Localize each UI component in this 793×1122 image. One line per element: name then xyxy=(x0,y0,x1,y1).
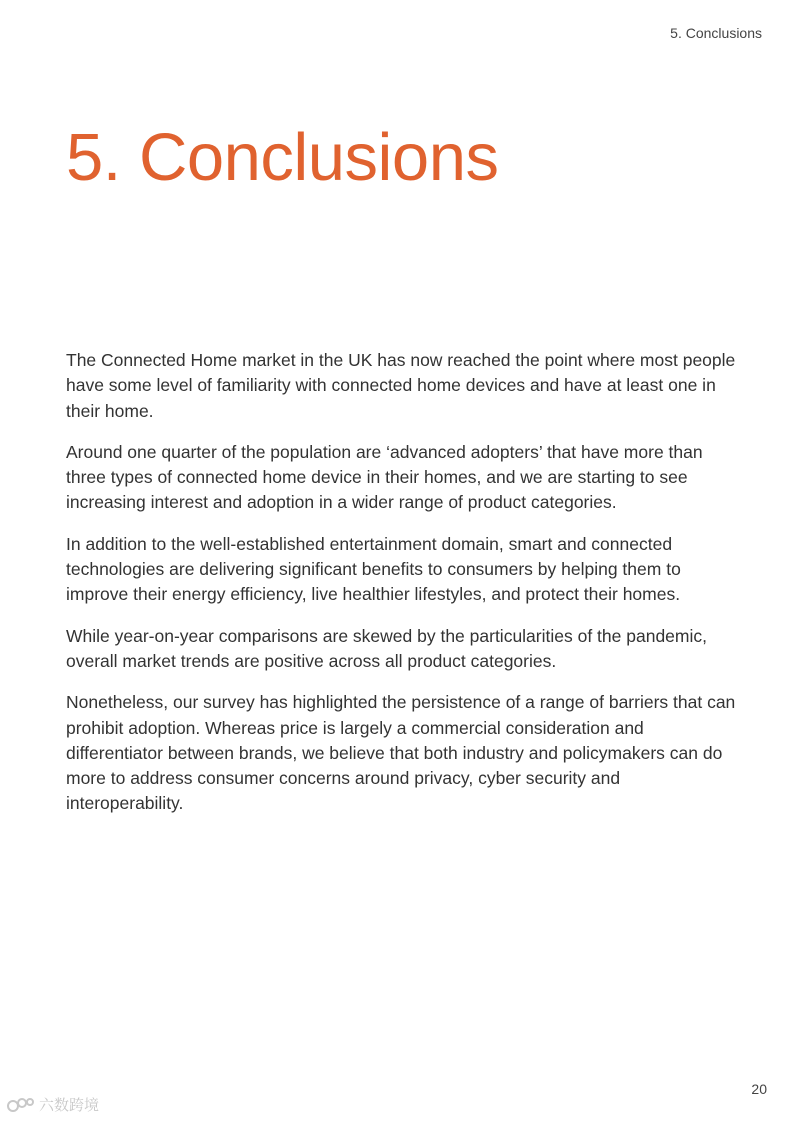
paragraph: In addition to the well-established entertainment domain, smart and connected technologies are delivering significant benefits to consumers by helping them to improve their energy efficiency, live healthier lifestyles, and protect their homes. xyxy=(66,533,681,605)
watermark xyxy=(6,1094,99,1115)
paragraph: Nonetheless, our survey has highlighted the persistence of a range of barriers that can prohibit adoption. Whereas price is largely a commercial consideration and differentiator between brands, we believe that both industry and policymakers can do more to address consumer concerns around privacy, cyber security and interoperability. xyxy=(66,692,736,814)
page-title: 5. Conclusions xyxy=(66,120,499,195)
running-header: 5. Conclusions xyxy=(670,25,762,41)
paragraph: Around one quarter of the population are ‘advanced adopters’ that have more than three types of connected home device in their homes, and we are starting to see increasing interest and adoption in a wider range of product categories. xyxy=(66,441,703,513)
paragraph: While year-on-year comparisons are skewed by the particularities of the pandemic, overall market trends are positive across all product categories. xyxy=(66,625,707,671)
watermark-logo-icon xyxy=(6,1096,36,1114)
page-number: 20 xyxy=(751,1081,767,1097)
body-text xyxy=(66,348,736,833)
watermark-text: 六数跨境 xyxy=(39,1097,100,1114)
paragraph: The Connected Home market in the UK has now reached the point where most people have some level of familiarity with connected home devices and have at least one in their home. xyxy=(66,350,736,421)
